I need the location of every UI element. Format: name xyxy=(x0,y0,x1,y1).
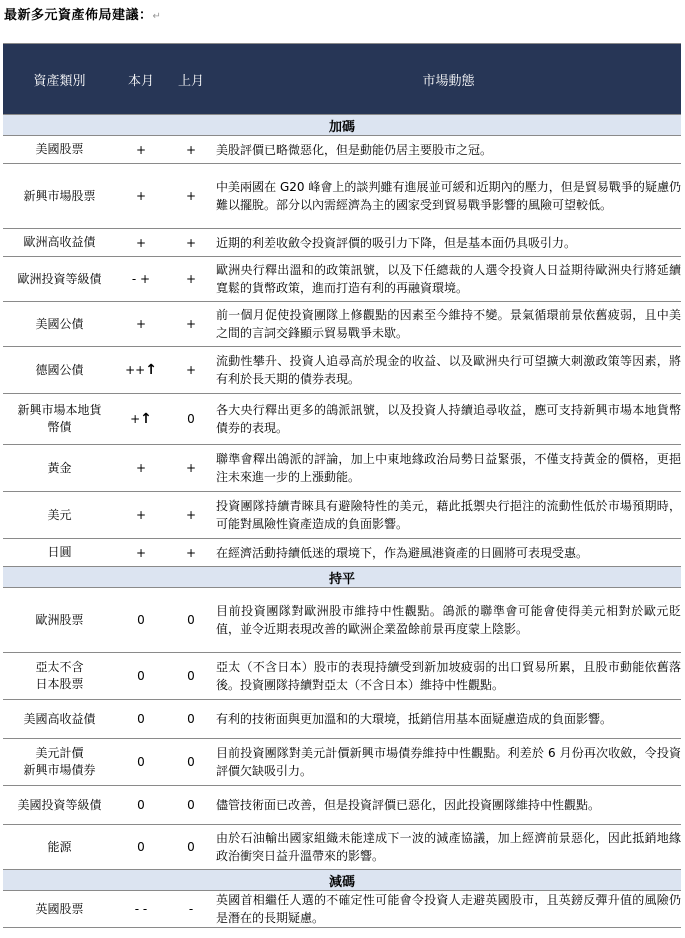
table-row xyxy=(3,786,681,825)
col-header-market-view: 市場動態 xyxy=(216,44,681,115)
asset-name-line: 能源 xyxy=(47,839,72,854)
section-row xyxy=(3,567,681,588)
asset-name xyxy=(3,700,116,739)
last-month-rating: + xyxy=(166,257,216,302)
asset-name xyxy=(3,164,116,229)
this-month-rating xyxy=(116,229,166,257)
last-month-rating: + xyxy=(166,492,216,539)
asset-name-line: 幣債 xyxy=(47,420,72,434)
market-view-text: 目前投資團隊對美元計價新興市場債券維持中性觀點。利差於 6 月份再次收斂，令投資評價欠缺吸引力。 xyxy=(216,739,681,786)
last-month-rating: 0 xyxy=(166,653,216,700)
asset-name-line: 美元計價 xyxy=(35,746,84,760)
asset-name-line: 日圓 xyxy=(47,545,72,559)
this-month-rating xyxy=(116,825,166,870)
asset-name xyxy=(3,229,116,257)
upgrade-arrow-icon: ↑ xyxy=(140,411,152,427)
this-month-value: + xyxy=(135,545,147,560)
market-view-text: 中美兩國在 G20 峰會上的談判雖有進展並可緩和近期內的壓力，但是貿易戰爭的疑慮仍難以擺脫。部分以內需經濟為主的國家受到貿易戰爭影響的風險可望較低。 xyxy=(216,164,681,229)
section-row xyxy=(3,115,681,136)
this-month-value: + xyxy=(135,142,147,157)
market-view-text: 英國首相繼任人選的不確定性可能會令投資人走避英國股市，且英鎊反彈升值的風險仍是潛在的長期疑慮。 xyxy=(216,891,681,928)
market-view-text: 由於石油輸出國家組織未能達成下一波的減產協議，加上經濟前景惡化，因此抵銷地緣政治衝突日益升溫帶來的影響。 xyxy=(216,825,681,870)
this-month-rating xyxy=(116,257,166,302)
asset-name-line: 歐洲高收益債 xyxy=(23,235,96,249)
asset-name xyxy=(3,302,116,347)
asset-name xyxy=(3,891,116,928)
asset-name-line: 德國公債 xyxy=(35,362,84,377)
upgrade-arrow-icon: ↑ xyxy=(145,362,157,378)
this-month-value: + xyxy=(135,317,147,331)
this-month-rating xyxy=(116,164,166,229)
asset-name xyxy=(3,257,116,302)
asset-name-line: 美國公債 xyxy=(35,316,84,331)
table-body xyxy=(3,115,681,928)
asset-name xyxy=(3,445,116,492)
table-row xyxy=(3,394,681,445)
section-title: 減碼 xyxy=(3,870,681,891)
this-month-rating xyxy=(116,347,166,394)
table-row xyxy=(3,136,681,164)
asset-name-line: 黃金 xyxy=(47,460,72,475)
asset-allocation-table xyxy=(3,43,681,928)
last-month-rating: + xyxy=(166,539,216,567)
asset-name xyxy=(3,136,116,164)
asset-name xyxy=(3,394,116,445)
market-view-text: 近期的利差收斂令投資評價的吸引力下降，但是基本面仍具吸引力。 xyxy=(216,229,681,257)
market-view-text: 流動性攀升、投資人追尋高於現金的收益、以及歐洲央行可望擴大刺激政策等因素，將有利於長天期的債券表現。 xyxy=(216,347,681,394)
this-month-rating xyxy=(116,302,166,347)
last-month-rating: + xyxy=(166,229,216,257)
last-month-rating: + xyxy=(166,136,216,164)
market-view-text: 前一個月促使投資團隊上修觀點的因素至今維持不變。景氣循環前景依舊疲弱，且中美之間的言詞交鋒顯示貿易戰爭未歇。 xyxy=(216,302,681,347)
this-month-rating xyxy=(116,653,166,700)
last-month-rating: 0 xyxy=(166,825,216,870)
table-row xyxy=(3,891,681,928)
table-row xyxy=(3,739,681,786)
asset-name xyxy=(3,588,116,653)
asset-name-line: 歐洲投資等級債 xyxy=(17,271,102,286)
this-month-value: + xyxy=(135,461,147,475)
asset-name-line: 新興市場本地貨 xyxy=(17,403,102,417)
asset-name-line: 美國股票 xyxy=(35,142,84,156)
asset-name-line: 新興市場債券 xyxy=(23,763,96,777)
asset-name xyxy=(3,539,116,567)
table-row xyxy=(3,588,681,653)
last-month-rating: 0 xyxy=(166,739,216,786)
asset-name xyxy=(3,492,116,539)
asset-name xyxy=(3,825,116,870)
this-month-rating xyxy=(116,786,166,825)
market-view-text: 歐洲央行釋出溫和的政策訊號，以及下任總裁的人選令投資人日益期待歐洲央行將延續寬鬆的貨幣政策，進而打造有利的再融資環境。 xyxy=(216,257,681,302)
last-month-rating: 0 xyxy=(166,786,216,825)
this-month-value: 0 xyxy=(137,798,145,812)
this-month-rating xyxy=(116,539,166,567)
section-row xyxy=(3,870,681,891)
asset-name xyxy=(3,653,116,700)
asset-name-line: 日本股票 xyxy=(35,677,84,691)
last-month-rating: 0 xyxy=(166,394,216,445)
asset-name-line: 美國投資等級債 xyxy=(17,797,102,812)
table-row xyxy=(3,347,681,394)
this-month-value: + xyxy=(135,189,147,203)
asset-name xyxy=(3,739,116,786)
table-row xyxy=(3,229,681,257)
market-view-text: 儘管技術面已改善，但是投資評價已惡化，因此投資團隊維持中性觀點。 xyxy=(216,786,681,825)
table-row xyxy=(3,164,681,229)
market-view-text: 目前投資團隊對歐洲股市維持中性觀點。鴿派的聯準會可能會使得美元相對於歐元貶值，並令近期表現改善的歐洲企業盈餘前景再度蒙上陰影。 xyxy=(216,588,681,653)
this-month-rating xyxy=(116,136,166,164)
table-row xyxy=(3,700,681,739)
table-row xyxy=(3,825,681,870)
market-view-text: 亞太（不含日本）股市的表現持續受到新加坡疲弱的出口貿易所累，且股市動能依舊落後。投資團隊持續對亞太（不含日本）維持中性觀點。 xyxy=(216,653,681,700)
col-header-asset-class: 資產類別 xyxy=(3,44,116,115)
this-month-rating xyxy=(116,588,166,653)
this-month-value: + xyxy=(135,508,147,522)
market-view-text: 美股評價已略微惡化，但是動能仍居主要股市之冠。 xyxy=(216,136,681,164)
asset-name xyxy=(3,786,116,825)
col-header-last-month: 上月 xyxy=(166,44,216,115)
last-month-rating: + xyxy=(166,347,216,394)
this-month-value: + xyxy=(130,412,141,426)
this-month-value: 0 xyxy=(137,669,145,683)
table-row xyxy=(3,257,681,302)
market-view-text: 有利的技術面與更加溫和的大環境，抵銷信用基本面疑慮造成的負面影響。 xyxy=(216,700,681,739)
this-month-rating xyxy=(116,700,166,739)
this-month-value: 0 xyxy=(137,755,145,769)
this-month-value: 0 xyxy=(137,840,145,854)
col-header-this-month: 本月 xyxy=(116,44,166,115)
table-row xyxy=(3,492,681,539)
asset-name-line: 英國股票 xyxy=(35,901,84,916)
section-title: 持平 xyxy=(3,567,681,588)
last-month-rating: + xyxy=(166,445,216,492)
this-month-rating xyxy=(116,492,166,539)
this-month-value: - - xyxy=(134,902,148,916)
asset-name-line: 新興市場股票 xyxy=(23,188,96,203)
this-month-rating xyxy=(116,394,166,445)
last-month-rating: + xyxy=(166,302,216,347)
this-month-rating xyxy=(116,891,166,928)
this-month-value: 0 xyxy=(137,613,145,627)
table-header-row xyxy=(3,44,681,115)
market-view-text: 在經濟活動持續低迷的環境下，作為避風港資產的日圓將可表現受惠。 xyxy=(216,539,681,567)
this-month-value: + xyxy=(135,235,147,250)
section-title: 加碼 xyxy=(3,115,681,136)
page-title: 最新多元資產佈局建議：↵ xyxy=(4,8,162,23)
last-month-rating: - xyxy=(166,891,216,928)
last-month-rating: + xyxy=(166,164,216,229)
this-month-value: - + xyxy=(131,272,151,286)
this-month-rating xyxy=(116,445,166,492)
table-row xyxy=(3,653,681,700)
asset-name-line: 歐洲股票 xyxy=(35,612,84,627)
this-month-value: 0 xyxy=(137,712,145,726)
asset-name-line: 美國高收益債 xyxy=(23,711,96,726)
asset-name-line: 美元 xyxy=(47,507,72,522)
last-month-rating: 0 xyxy=(166,588,216,653)
market-view-text: 聯準會釋出鴿派的評論，加上中東地緣政治局勢日益緊張，不僅支持黃金的價格，更挹注未來進一步的上漲動能。 xyxy=(216,445,681,492)
table-row xyxy=(3,539,681,567)
this-month-rating xyxy=(116,739,166,786)
asset-name xyxy=(3,347,116,394)
last-month-rating: 0 xyxy=(166,700,216,739)
market-view-text: 投資團隊持續青睞具有避險特性的美元，藉此抵禦央行挹注的流動性低於市場預期時，可能對風險性資產造成的負面影響。 xyxy=(216,492,681,539)
market-view-text: 各大央行釋出更多的鴿派訊號，以及投資人持續追尋收益，應可支持新興市場本地貨幣債券的表現。 xyxy=(216,394,681,445)
this-month-value: ++ xyxy=(125,363,146,377)
asset-name-line: 亞太不含 xyxy=(35,660,84,674)
table-row xyxy=(3,302,681,347)
table-row xyxy=(3,445,681,492)
